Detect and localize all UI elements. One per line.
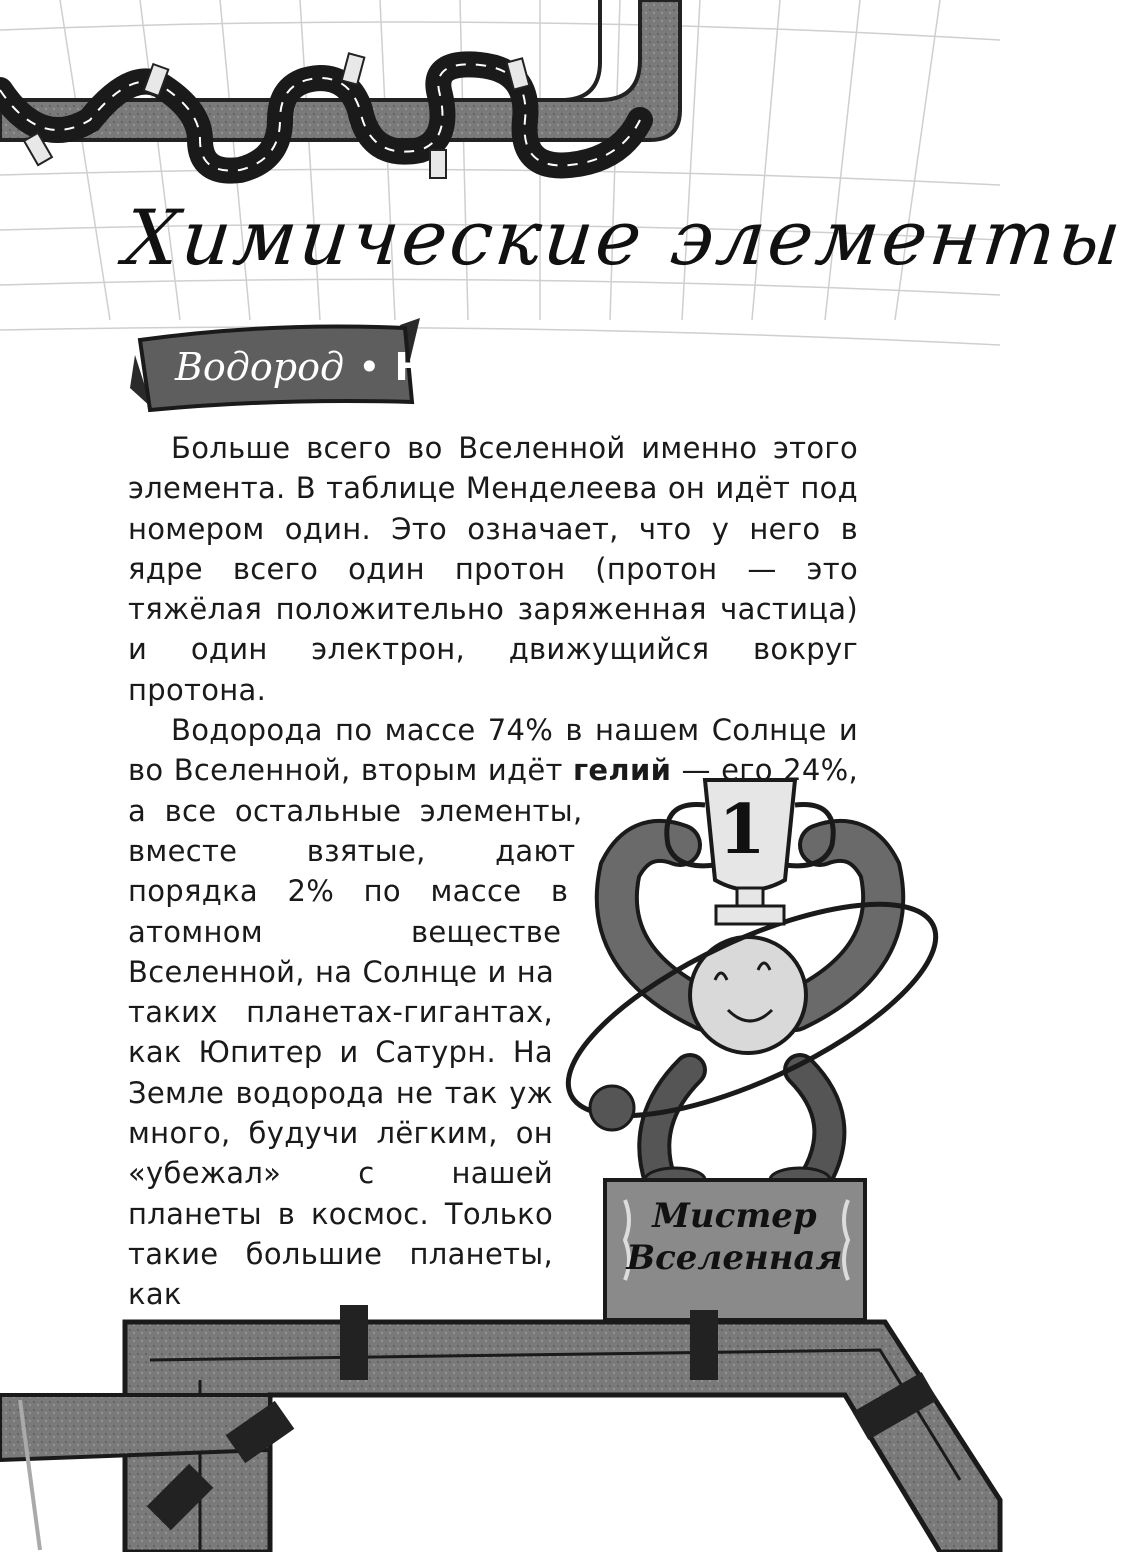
podium-line-1: Мистер	[652, 1196, 817, 1236]
helium-term: гелий	[572, 753, 672, 788]
section-label	[175, 337, 426, 397]
trophy-number: 1	[718, 790, 766, 870]
paragraph-lead: Водорода по массе 74% в нашем Солнце и во Вселенной, вторым идёт	[128, 713, 858, 788]
paragraph-rest: — его 24%, а все остальные элементы, вместе взятые, дают порядка 2% по массе в атомном веществе Вселенной, на Солнце и на таких планетах-гигантах, как Юпитер и Сатурн. На Земле водорода не так уж много, будучи лёгким, он «убежал» с нашей планеты в космос. Только такие большие планеты, как	[128, 753, 858, 1312]
element-name: Водород	[175, 345, 345, 389]
separator-dot: •	[358, 345, 381, 389]
podium-line-2: Вселенная	[626, 1238, 843, 1278]
body-text	[128, 428, 858, 1315]
paragraph-1: Больше всего во Вселенной именно этого элемента. В таблице Менделеева он идёт под номером один. Это означает, что у него в ядре всего один протон (протон — это тяжёлая положительно заряженная частица) и один электрон, движущийся вокруг протона.	[128, 431, 858, 707]
page-title: Химические элементы	[120, 193, 1128, 282]
podium-label	[612, 1195, 857, 1279]
bottom-pipe	[0, 1305, 1000, 1552]
element-symbol: H	[394, 345, 427, 389]
background-grid	[0, 0, 1128, 345]
